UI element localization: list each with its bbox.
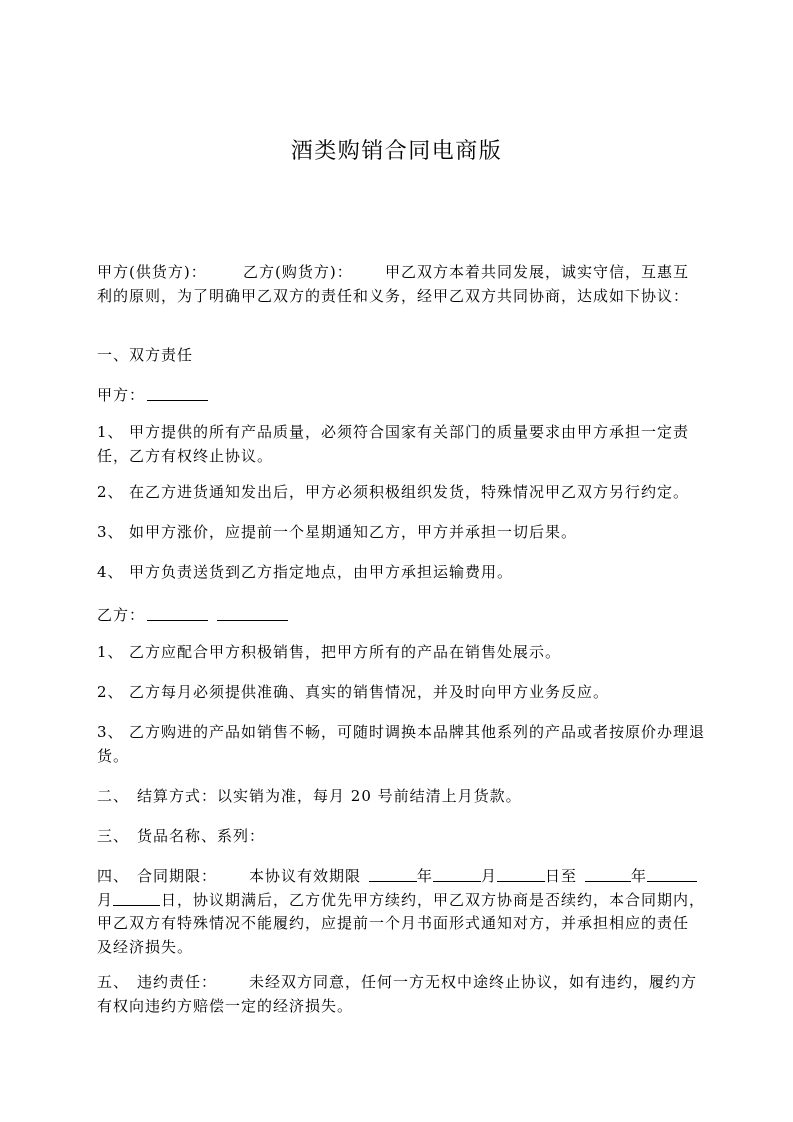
party-a-supplier-label: 甲方(供货方)：	[97, 263, 207, 281]
party-a-item-number: 4、	[97, 563, 124, 581]
start-day-blank	[497, 881, 545, 882]
section-2-number: 二、	[97, 787, 130, 805]
party-b-buyer-label: 乙方(购货方)：	[243, 263, 353, 281]
party-b-item-number: 3、	[97, 723, 124, 741]
intro-text-line: 利的原则，为了明确甲乙双方的责任和义务，经甲乙双方共同协商，达成如下协议：	[97, 287, 690, 305]
start-month-blank	[433, 881, 481, 882]
breach-liability-text: 未经双方同意，任何一方无权中途终止协议，如有违约，履约方	[249, 973, 698, 991]
end-month-blank	[647, 881, 697, 882]
party-b-label: 乙方：	[97, 606, 146, 624]
document-title: 酒类购销合同电商版	[290, 139, 503, 164]
contract-term-text: 甲乙双方有特殊情况不能履约，应提前一个月书面形式通知对方，并承担相应的责任	[97, 914, 690, 932]
party-b-item-number: 2、	[97, 683, 124, 701]
party-a-item-number: 1、	[97, 423, 124, 441]
party-b-blank-line	[147, 620, 208, 621]
contract-term-text: 日，协议期满后，乙方优先甲方续约，甲乙双方协商是否续约，本合同期内，	[161, 891, 706, 909]
contract-term-text: 本协议有效期限	[249, 867, 362, 885]
goods-name-series-text: 货品名称、系列：	[137, 827, 266, 845]
intro-text-line: 甲乙双方本着共同发展，诚实守信，互惠互	[385, 263, 690, 281]
party-a-blank-line	[147, 400, 208, 401]
section-5-number: 五、	[97, 973, 130, 991]
party-b-item-text: 乙方购进的产品如销售不畅，可随时调换本品牌其他系列的产品或者按原价办理退	[129, 723, 706, 741]
breach-liability-text: 有权向违约方赔偿一定的经济损失。	[97, 997, 354, 1015]
section-1-heading: 一、双方责任	[97, 346, 194, 364]
party-b-blank-line	[217, 620, 288, 621]
year-label: 年	[631, 867, 648, 885]
contract-term-text: 及经济损失。	[97, 938, 194, 956]
section-3-number: 三、	[97, 827, 130, 845]
party-a-item-text: 如甲方涨价，应提前一个星期通知乙方，甲方并承担一切后果。	[129, 523, 578, 541]
section-4-number: 四、	[97, 867, 130, 885]
party-b-item-text: 乙方每月必须提供准确、真实的销售情况，并及时向甲方业务反应。	[129, 683, 610, 701]
settlement-method-text: 结算方式：以实销为准，每月 20 号前结清上月货款。	[137, 787, 522, 805]
end-year-blank	[585, 881, 631, 882]
day-to-label: 日至	[545, 867, 578, 885]
breach-liability-label: 违约责任：	[137, 973, 218, 991]
start-year-blank	[369, 881, 417, 882]
party-b-item-text: 乙方应配合甲方积极销售，把甲方所有的产品在销售处展示。	[129, 643, 562, 661]
party-b-item-number: 1、	[97, 643, 124, 661]
party-a-item-text: 任，乙方有权终止协议。	[97, 447, 274, 465]
party-a-item-number: 3、	[97, 523, 124, 541]
party-a-label: 甲方：	[97, 386, 146, 404]
year-label: 年	[417, 867, 434, 885]
party-b-item-text: 货。	[97, 747, 130, 765]
month-label: 月	[481, 867, 498, 885]
party-a-item-text: 甲方提供的所有产品质量，必须符合国家有关部门的质量要求由甲方承担一定责	[129, 423, 690, 441]
month-label: 月	[97, 891, 114, 909]
contract-term-label: 合同期限：	[137, 867, 218, 885]
party-a-item-number: 2、	[97, 483, 124, 501]
party-a-item-text: 在乙方进货通知发出后，甲方必须积极组织发货，特殊情况甲乙双方另行约定。	[129, 483, 690, 501]
party-a-item-text: 甲方负责送货到乙方指定地点，由甲方承担运输费用。	[129, 563, 514, 581]
end-day-blank	[113, 905, 160, 906]
